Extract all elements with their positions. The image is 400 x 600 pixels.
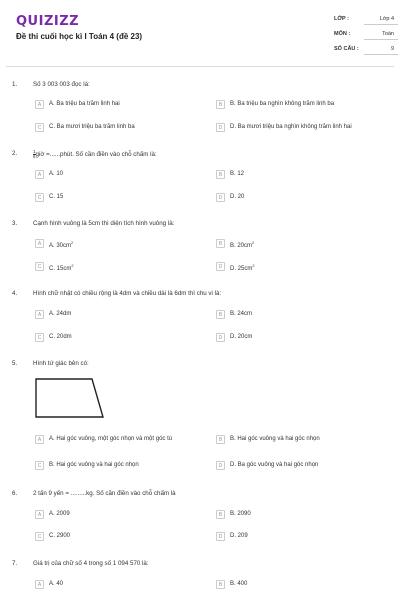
quizizz-logo: QUIZIZZ (16, 14, 80, 29)
question-text: Số 3 003 003 đọc là: (33, 81, 90, 88)
question-text: Giá trị của chữ số 4 trong số 1 094 570 là: (33, 560, 149, 567)
meta-socau-value: 9 (390, 46, 394, 52)
worksheet-page: QUIZIZZ Đề thi cuối học kì I Toán 4 (đề 23) LỚP : Lớp 4 MÔN : Toán SỐ CÂU : 9 1. Số 3 003 003 đọc là: A A. Ba triệu ba trăm linh hai B B. Ba triệu ba nghìn không trăm linh ba C C. Ba mươi triệu ba trăm linh ba D D. Ba mươi triệu ba nghìn không trăm linh hai 2. $\frac{1}{6}$ giờ =......phút. Số cần điền vào chỗ chấm là: A A. 10 B B. 12 C C. 15 D D. 20 3. Cạnh hình vuông là 5cm thì diện tích hình vuông là: A A. $30cm^2$ B B. $20cm^2$ C C. $15cm^2$ D D. $25cm^2$ 4. Hình chữ nhật có chiều rộng là 4dm và chiều dài là 6dm thì chu vi là: A A. 24dm B B. 24cm C C. 20dm D D. 20cm 5. Hình tứ giác bên có: A A. Hai góc vuông, một góc nhọn và một góc tù B B. Hai góc vuông và hai góc nhọn C B. Hai góc vuông và hai góc nhọn D D. Ba góc vuông và hai góc nhọn 6. 2 tấn 9 yến = .........kg. Số cần điền vào chỗ chấm là A A. 2009 B B. 2090 C C. 2900 D D. 209 7. Giá trị của chữ số 4 trong số 1 094 570 là: A A. 40 B B. 400 (0, 0, 400, 600)
question-text: 2 tấn 9 yến = .........kg. Số cần điền vào chỗ chấm là (33, 490, 176, 497)
meta-lop-label: LỚP : (334, 16, 349, 22)
quadrilateral-figure (34, 377, 106, 419)
meta-mon-value: Toán (382, 31, 394, 37)
header-divider (6, 66, 394, 67)
meta-mon-label: MÔN : (334, 31, 351, 37)
meta-socau-label: SỐ CÂU : (334, 46, 359, 52)
fraction: $\frac{1}{6}$ (33, 149, 36, 159)
question-text: $\frac{1}{6}$ giờ =......phút. Số cần điền vào chỗ chấm là: (33, 149, 157, 159)
question-text: Hình chữ nhật có chiều rộng là 4dm và chiều dài là 6dm thì chu vi là: (33, 290, 222, 297)
question-text: Hình tứ giác bên có: (33, 360, 89, 367)
document-title: Đề thi cuối học kì I Toán 4 (đề 23) (16, 32, 143, 41)
meta-lop-value: Lớp 4 (379, 16, 394, 22)
question-text: Cạnh hình vuông là 5cm thì diện tích hình vuông là: (33, 220, 175, 227)
